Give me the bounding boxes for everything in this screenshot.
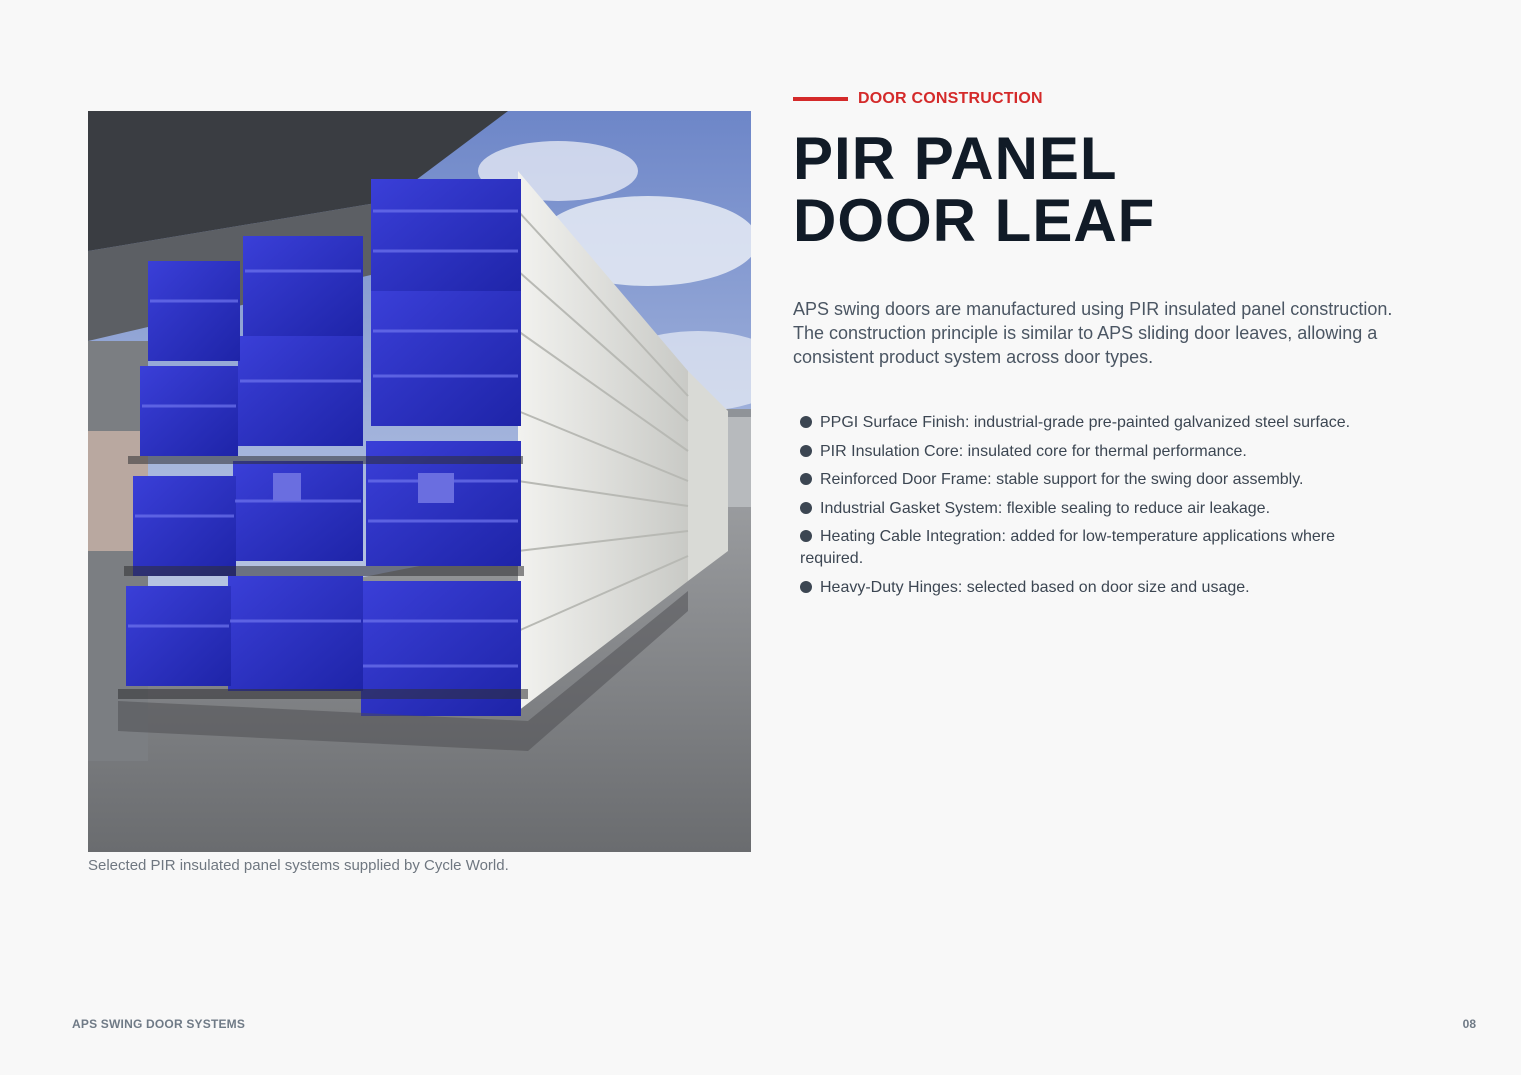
page-title-line-1: PIR PANEL	[793, 125, 1118, 192]
feature-text: Reinforced Door Frame: stable support for the swing door assembly.	[820, 471, 1304, 488]
feature-text: Industrial Gasket System: flexible sealing to reduce air leakage.	[820, 499, 1271, 517]
feature-list	[800, 412, 1400, 605]
feature-text: Heavy-Duty Hinges: selected based on door size and usage.	[820, 578, 1250, 596]
bullet-icon	[800, 530, 812, 542]
feature-text: PPGI Surface Finish: industrial-grade pre-painted galvanized steel surface.	[820, 414, 1351, 431]
feature-text: Heating Cable Integration: added for low-temperature applications where required.	[800, 528, 1335, 567]
bullet-icon	[800, 445, 812, 457]
intro-paragraph: APS swing doors are manufactured using PIR insulated panel construction. The construction principle is similar to APS sliding door leaves, allowing a consistent product system across door types.	[793, 299, 1393, 367]
bullet-icon	[800, 502, 812, 514]
feature-item	[800, 498, 1400, 520]
panel-stack-illustration	[88, 111, 751, 852]
feature-item	[800, 441, 1400, 463]
feature-text: PIR Insulation Core: insulated core for thermal performance.	[820, 442, 1247, 460]
page-title	[793, 125, 1156, 254]
bullet-icon	[800, 416, 812, 428]
feature-item	[800, 412, 1400, 434]
footer-brand: APS SWING DOOR SYSTEMS	[72, 1017, 246, 1031]
eyebrow-rule	[793, 97, 848, 101]
bullet-icon	[800, 581, 812, 593]
product-photo	[88, 111, 751, 852]
feature-item	[800, 577, 1400, 599]
page-title-line-2: DOOR LEAF	[793, 187, 1156, 254]
photo-caption: Selected PIR insulated panel systems supplied by Cycle World.	[88, 857, 509, 874]
feature-item	[800, 469, 1400, 491]
section-eyebrow	[793, 90, 1043, 108]
footer-page-number: 08	[1462, 1017, 1476, 1031]
bullet-icon	[800, 473, 812, 485]
feature-item	[800, 526, 1400, 570]
eyebrow-label: DOOR CONSTRUCTION	[858, 90, 1043, 107]
